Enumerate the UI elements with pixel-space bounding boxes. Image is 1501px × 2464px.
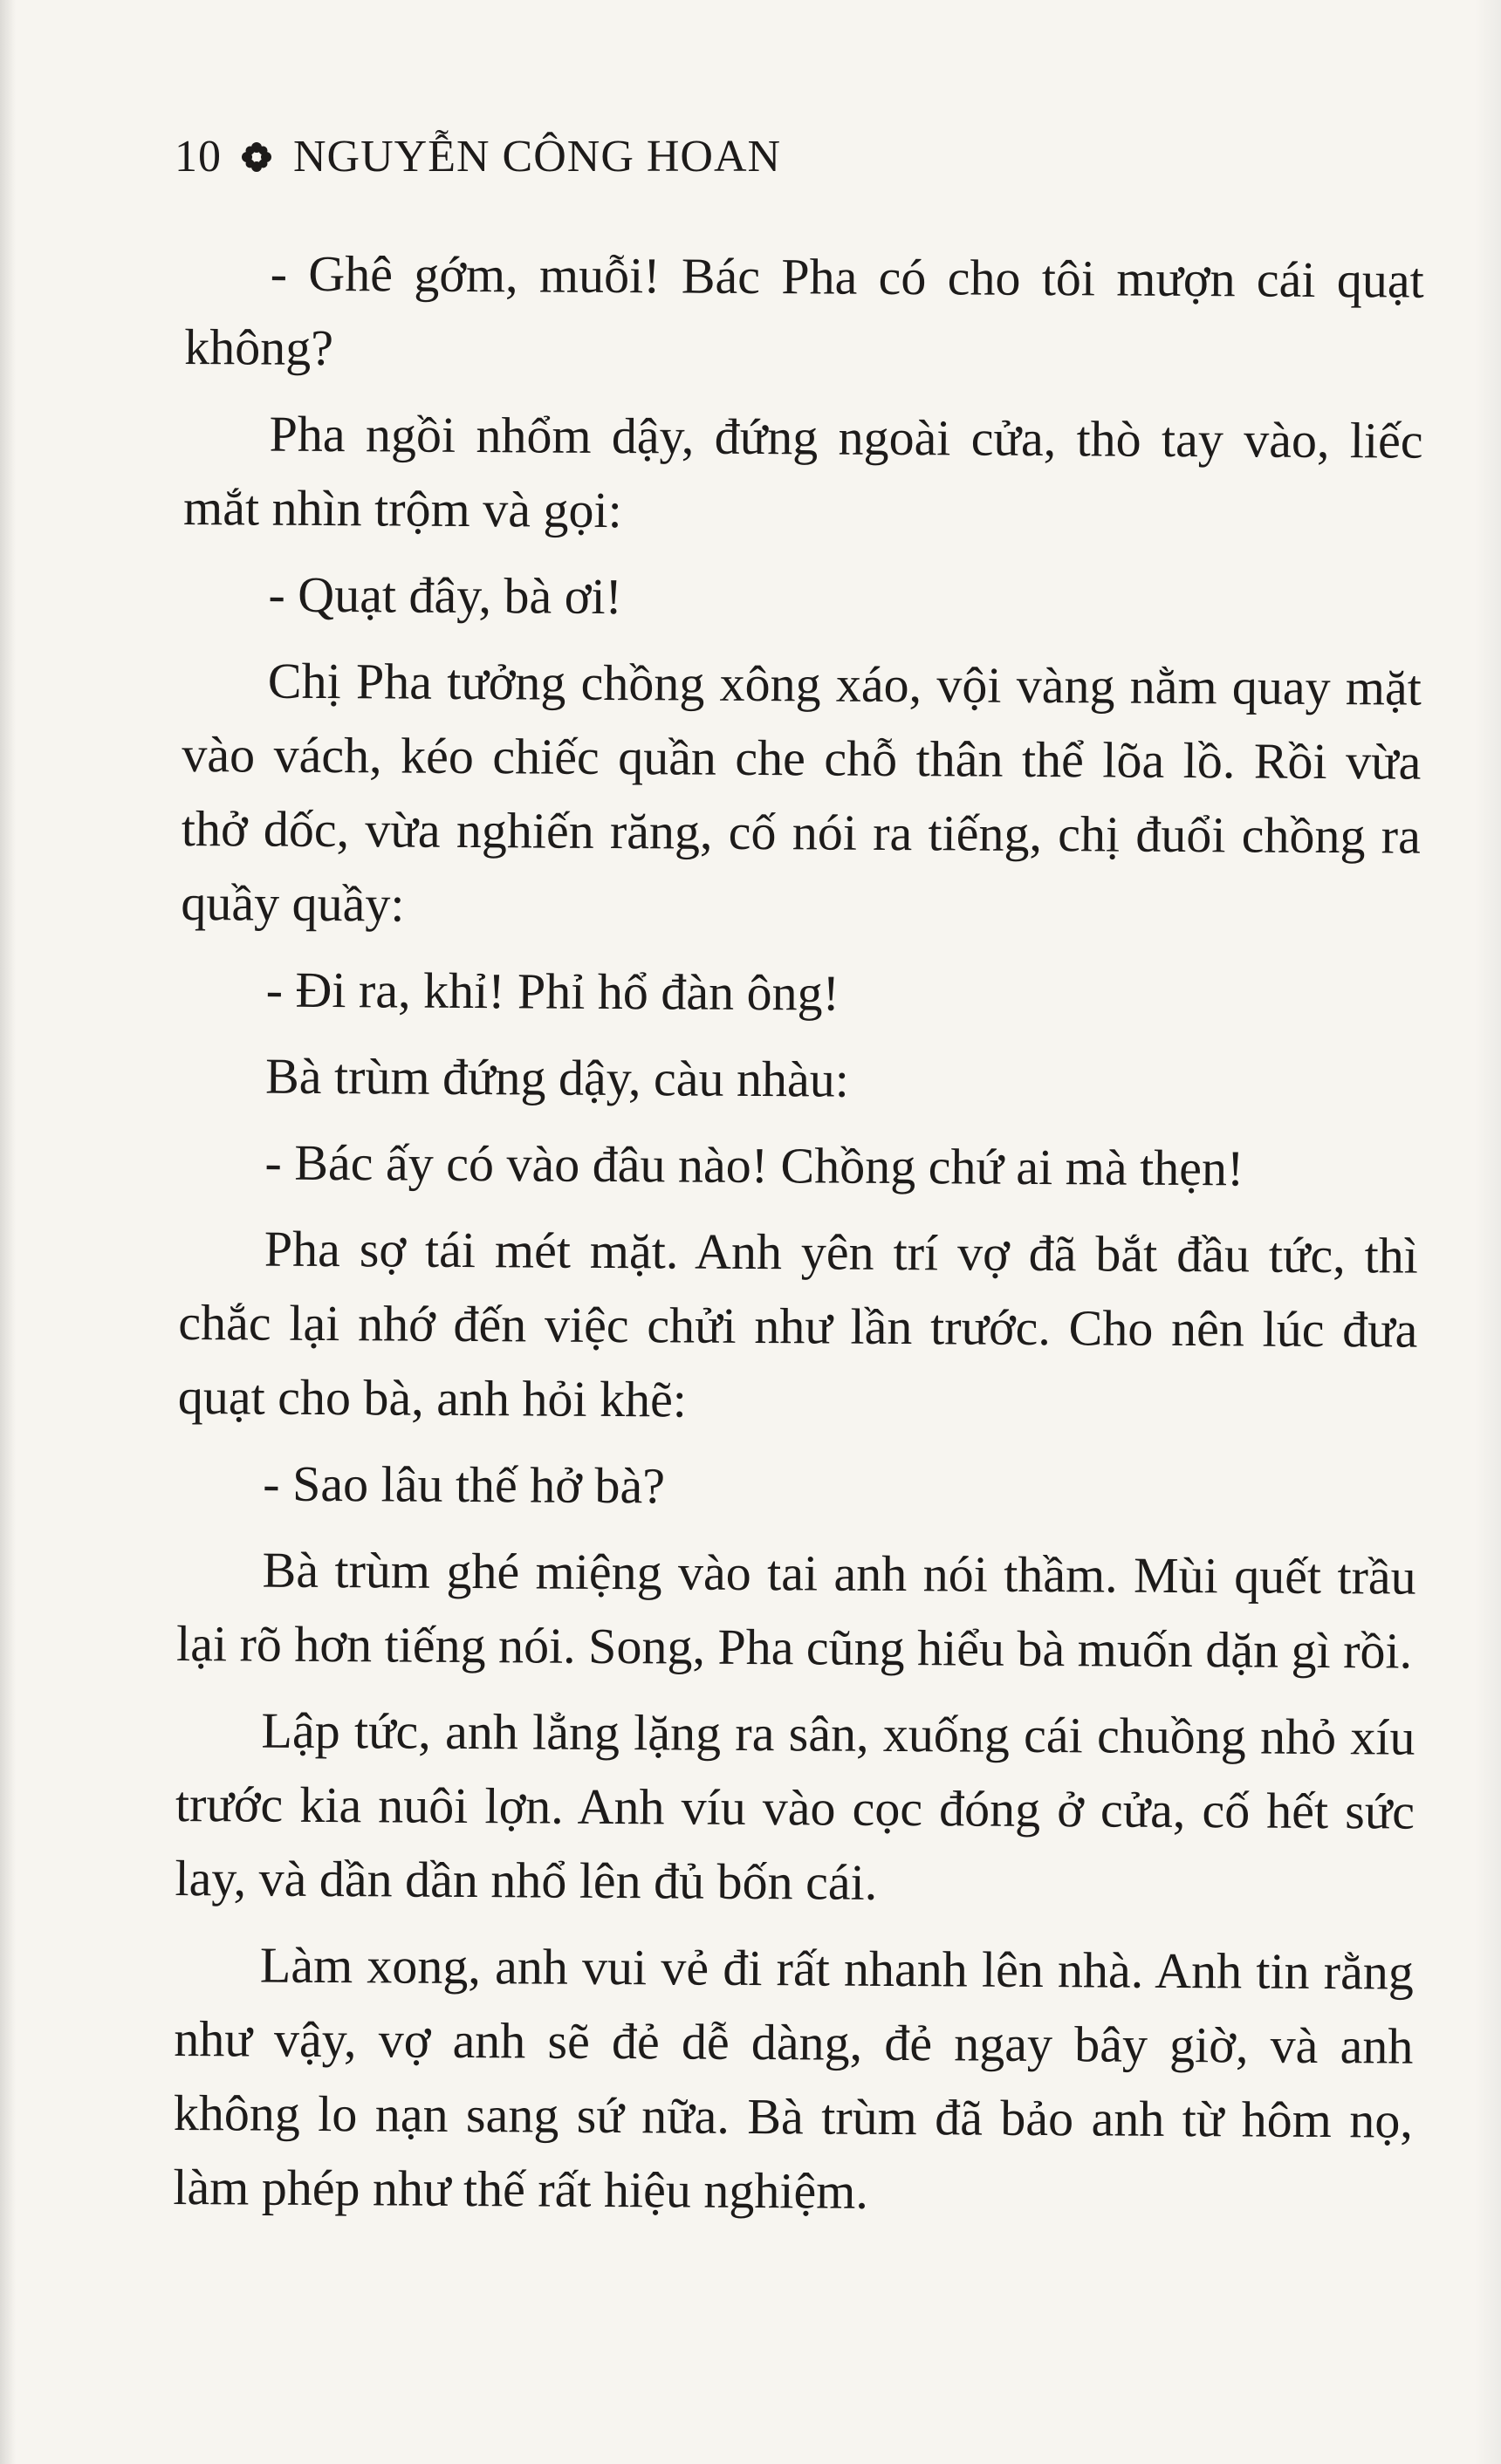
paragraph: Chị Pha tưởng chồng xông xáo, vội vàng nằm quay mặt vào vách, kéo chiếc quần che chỗ thân thể lõa lồ. Rồi vừa thở dốc, vừa nghiến răng, cố nói ra tiếng, chị đuổi chồng ra quầy quầy: (181, 652, 1422, 933)
paragraph: - Đi ra, khỉ! Phỉ hổ đàn ông! (265, 961, 840, 1022)
paragraph: Bà trùm đứng dậy, càu nhàu: (264, 1047, 850, 1108)
paragraph: - Ghê gớm, muỗi! Bác Pha có cho tôi mượn cái quạt không? (184, 244, 1424, 377)
paragraph: Pha sợ tái mét mặt. Anh yên trí vợ đã bắt đầu tức, thì chắc lại nhớ đến việc chửi như lần trước. Cho nên lúc đưa quạt cho bà, anh hỏi khẽ: (177, 1220, 1419, 1428)
page-shadow (1475, 0, 1501, 2464)
paragraph: Làm xong, anh vui vẻ đi rất nhanh lên nhà. Anh tin rằng như vậy, vợ anh sẽ đẻ dễ dàng, đẻ ngay bây giờ, và anh không lo nạn sang sứ nữa. Bà trùm đã bảo anh từ hôm nọ, làm phép như thế rất hiệu nghiệm. (173, 1936, 1415, 2220)
paragraph: Pha ngồi nhổm dậy, đứng ngoài cửa, thò tay vào, liếc mắt nhìn trộm và gọi: (182, 405, 1423, 539)
author-name: NGUYỄN CÔNG HOAN (293, 132, 782, 181)
paragraph: - Sao lâu thế hở bà? (263, 1454, 666, 1515)
page-edge (0, 0, 16, 2464)
paragraph: Lập tức, anh lẳng lặng ra sân, xuống cái chuồng nhỏ xíu trước kia nuôi lợn. Anh víu vào cọc đóng ở cửa, cố hết sức lay, và dần dần nhổ lên đủ bốn cái. (175, 1701, 1415, 1911)
page-number: 10 (175, 132, 222, 181)
paragraph: - Quạt đây, bà ơi! (268, 565, 623, 626)
body-text (173, 236, 1424, 2244)
running-header (175, 131, 781, 182)
paragraph: Bà trùm ghé miệng vào tai anh nói thầm. Mùi quết trầu lại rõ hơn tiếng nói. Song, Pha cũng hiểu bà muốn dặn gì rồi. (175, 1541, 1416, 1680)
flower-ornament-icon (241, 141, 272, 173)
paragraph: - Bác ấy có vào đâu nào! Chồng chứ ai mà thẹn! (264, 1133, 1244, 1197)
